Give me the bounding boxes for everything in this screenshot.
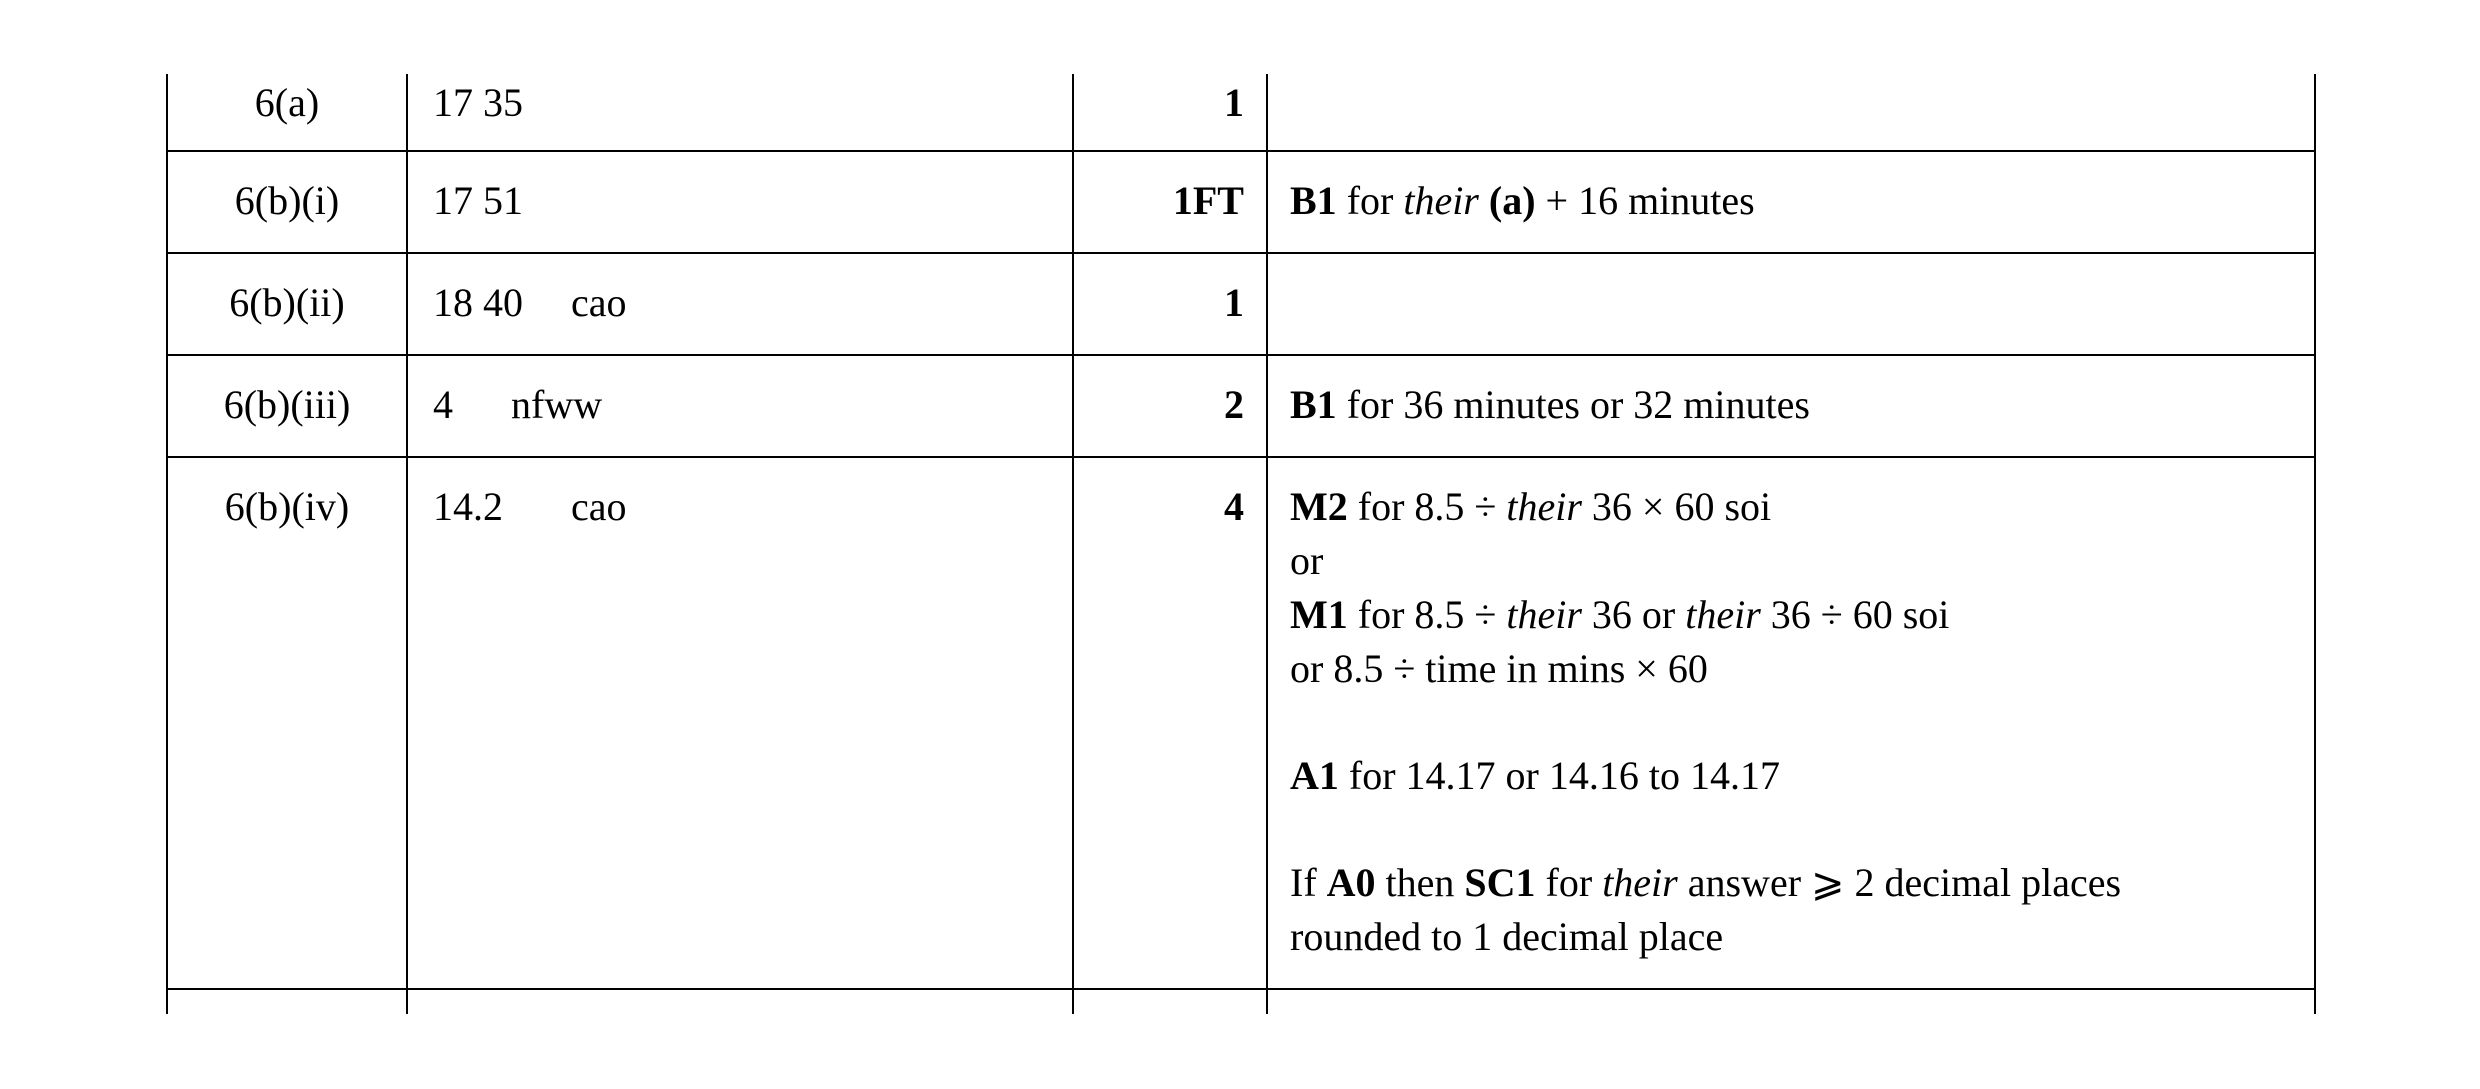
question-number: 6(b)(i) [234, 178, 340, 223]
mark-code: SC1 [1464, 860, 1536, 905]
guidance-cell [1290, 74, 2300, 150]
guidance-cell [1290, 356, 2300, 456]
table-row [166, 152, 2316, 252]
guidance-line: or 8.5 ÷ time in mins × 60 [1290, 646, 1708, 691]
guidance-line: M2 for 8.5 ÷ their 36 × 60 soi [1290, 484, 1772, 529]
table-row [166, 74, 2316, 150]
answer-value: 4 [433, 382, 453, 427]
marks-cell: 2 [1224, 382, 1244, 427]
row-divider [166, 988, 2316, 990]
marks-cell: 1 [1224, 280, 1244, 325]
answer-cell [433, 356, 1073, 456]
mark-scheme-table [166, 74, 2316, 1014]
mark-code: M2 [1290, 484, 1348, 529]
table-row [166, 254, 2316, 354]
mark-code: A0 [1326, 860, 1376, 905]
guidance-line: or [1290, 538, 1324, 583]
answer-note: cao [571, 484, 627, 529]
question-number: 6(b)(ii) [229, 280, 345, 325]
guidance-line: M1 for 8.5 ÷ their 36 or their 36 ÷ 60 soi [1290, 592, 1950, 637]
table-row [166, 356, 2316, 456]
answer-cell [433, 458, 1073, 988]
mark-code: A1 [1290, 753, 1339, 798]
answer-cell [433, 74, 1073, 150]
answer-cell [433, 254, 1073, 354]
answer-value: 17 35 [433, 80, 523, 125]
marks-cell: 1FT [1172, 178, 1244, 223]
guidance-cell [1290, 152, 2300, 252]
mark-code: B1 [1290, 382, 1337, 427]
guidance-cell [1290, 458, 2300, 988]
guidance-line: A1 for 14.17 or 14.16 to 14.17 [1290, 753, 1780, 798]
answer-note: cao [571, 280, 627, 325]
answer-value: 18 40 [433, 280, 523, 325]
question-number: 6(a) [254, 80, 320, 125]
mark-code: M1 [1290, 592, 1348, 637]
marks-cell: 4 [1224, 484, 1244, 529]
answer-value: 17 51 [433, 178, 523, 223]
guidance-line: B1 for their (a) + 16 minutes [1290, 178, 1755, 223]
guidance-line: rounded to 1 decimal place [1290, 914, 1724, 959]
answer-value: 14.2 [433, 484, 503, 529]
table-row [166, 458, 2316, 988]
guidance-line: B1 for 36 minutes or 32 minutes [1290, 382, 1810, 427]
answer-note: nfww [511, 382, 603, 427]
guidance-line: If A0 then SC1 for their answer ⩾ 2 decimal places [1290, 860, 2122, 905]
guidance-cell [1290, 254, 2300, 354]
answer-cell [433, 152, 1073, 252]
marks-cell: 1 [1224, 80, 1244, 125]
question-number: 6(b)(iii) [223, 382, 351, 427]
question-number: 6(b)(iv) [224, 484, 350, 529]
mark-code: B1 [1290, 178, 1337, 223]
